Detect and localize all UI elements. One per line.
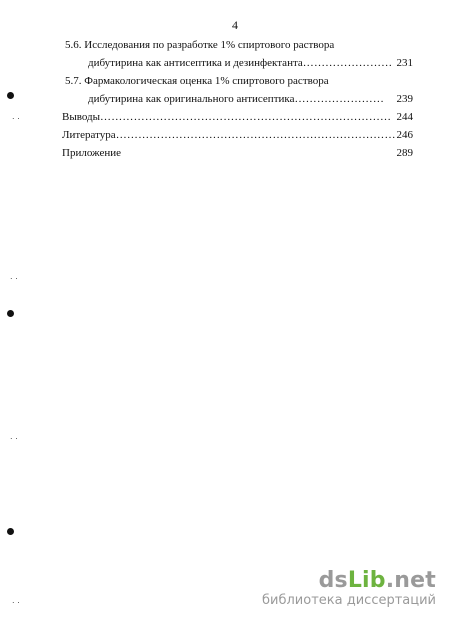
scan-hole-mark — [7, 310, 14, 317]
toc-entry-title-cont: дибутирина как оригинального антисептика — [88, 93, 295, 105]
toc-entry-5-6-line2 — [88, 56, 413, 70]
toc-page-number: 289 — [396, 147, 413, 159]
toc-page-number: 246 — [396, 129, 413, 141]
toc-page-number: 239 — [396, 93, 413, 105]
toc-entry-appendix — [62, 146, 413, 160]
toc-entry-title-cont: дибутирина как антисептика и дезинфектанта — [88, 57, 303, 69]
scan-hole-mark — [7, 528, 14, 535]
toc-entry-title: Выводы — [62, 111, 101, 123]
watermark — [262, 569, 436, 608]
toc-entry-title: 5.7. Фармакологическая оценка 1% спиртового раствора — [65, 75, 329, 87]
toc-entry-title: Литература — [62, 129, 116, 141]
watermark-logo: dsLib.net — [318, 568, 436, 593]
toc-entry-5-7-line1 — [65, 74, 329, 88]
scan-hole-mark — [7, 92, 14, 99]
toc-leader-dots: …………………… — [294, 93, 385, 105]
scan-speck: . . — [12, 596, 20, 605]
toc-entry-title: 5.6. Исследования по разработке 1% спиртового раствора — [65, 39, 335, 51]
toc-entry-conclusions — [62, 110, 413, 124]
toc-entry-literature — [62, 128, 413, 142]
toc-page-number: 231 — [396, 57, 413, 69]
scan-speck: . . — [10, 432, 18, 441]
toc-leader-dots: ………………………………………………………………… — [115, 129, 396, 141]
scan-speck: . . — [10, 272, 18, 281]
toc-page-number: 244 — [396, 111, 413, 123]
page-number: 4 — [232, 18, 238, 32]
toc-leader-dots: …………………………………………………………………… — [100, 111, 392, 123]
toc-entry-title: Приложение — [62, 147, 122, 159]
toc-entry-5-6-line1 — [65, 38, 334, 52]
watermark-caption: библиотека диссертаций — [262, 593, 436, 608]
toc-entry-5-7-line2 — [88, 92, 413, 106]
toc-leader-dots: …………………… — [302, 57, 393, 69]
scan-speck: . . — [12, 112, 20, 121]
